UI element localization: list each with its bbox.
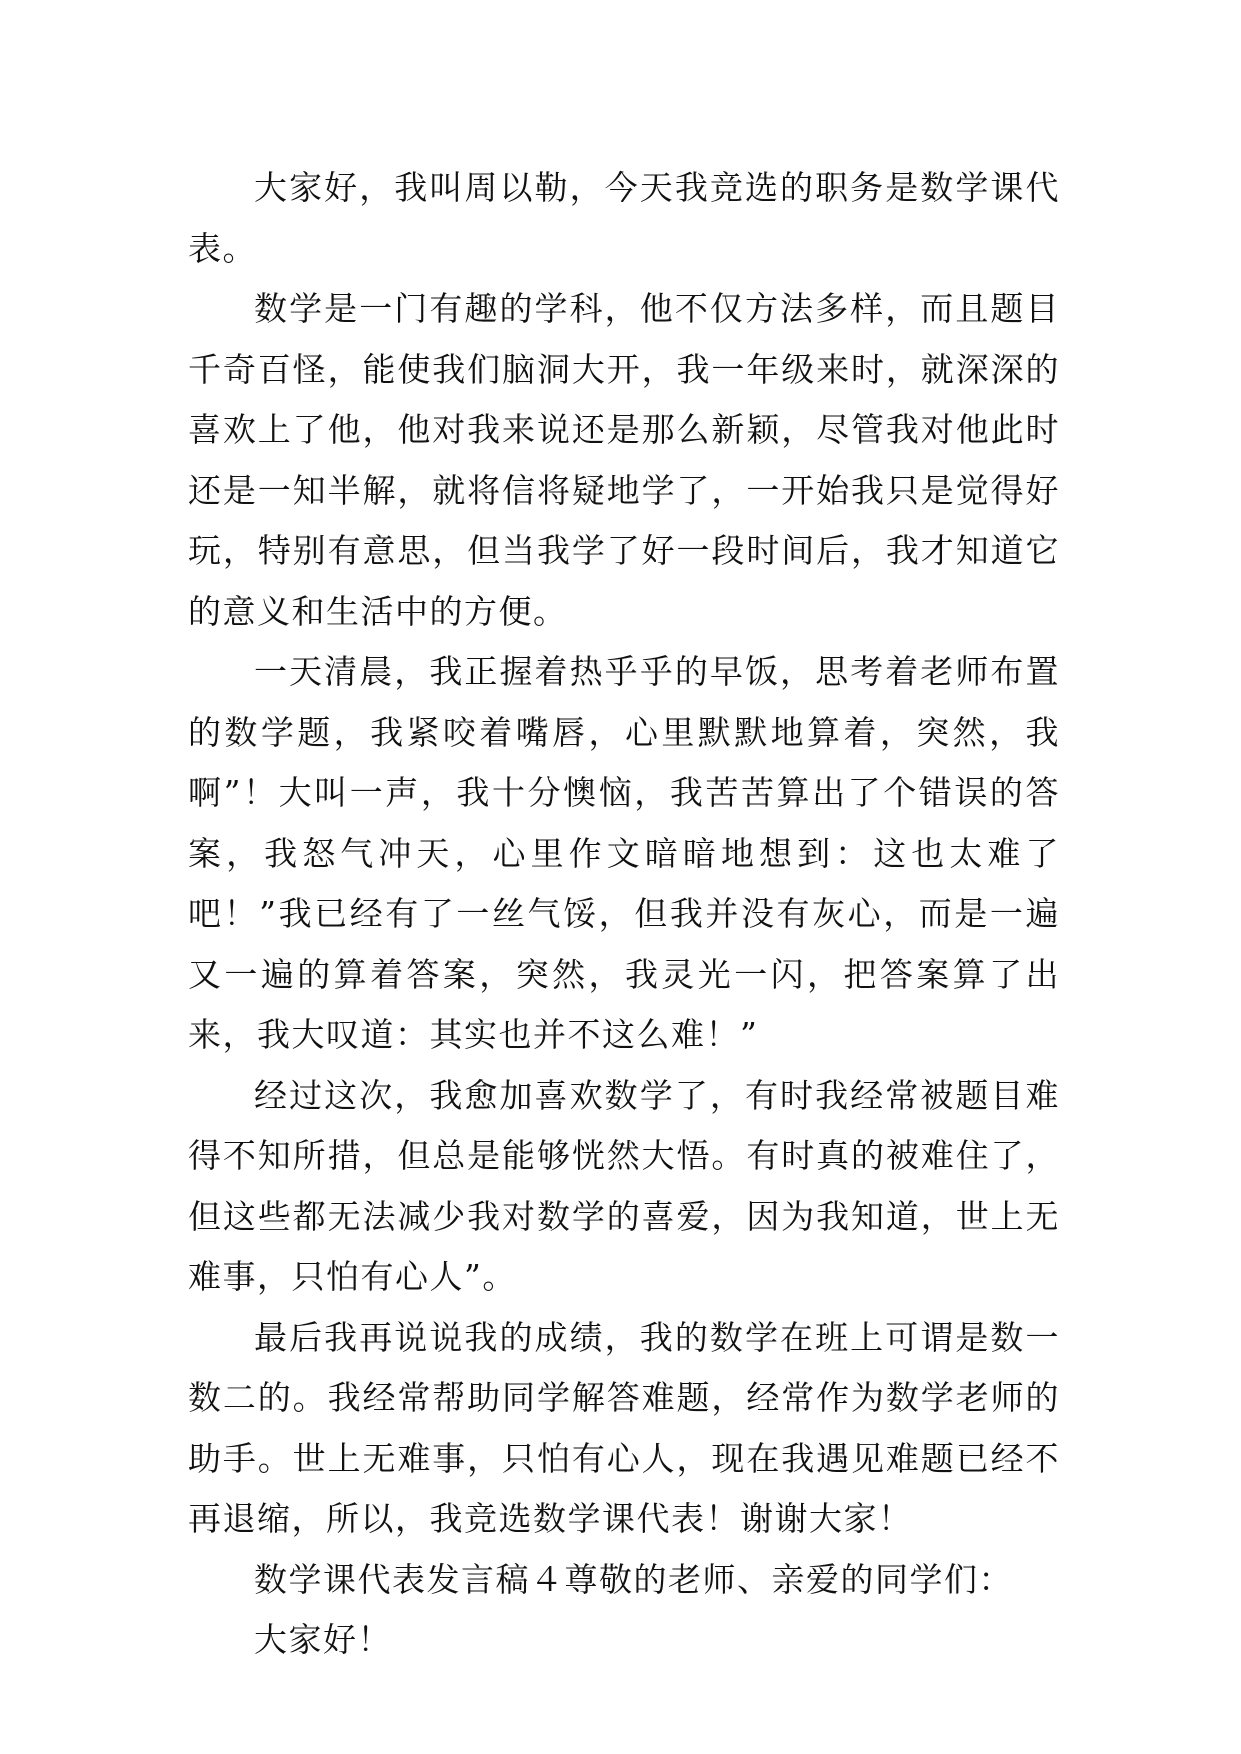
paragraph-greeting: 大家好，我叫周以勒，今天我竞选的职务是数学课代表。 — [188, 168, 1060, 268]
paragraph-grades: 最后我再说说我的成绩，我的数学在班上可谓是数一数二的。我经常帮助同学解答难题，经常作为数学老师的助手。世上无难事，只怕有心人，现在我遇见难题已经不再退缩，所以，我竞选数学课代表！谢谢大家！ — [188, 1317, 1060, 1538]
paragraph-hello: 大家好！ — [254, 1620, 392, 1659]
paragraph-speech-4-heading: 数学课代表发言稿４尊敬的老师、亲爱的同学们： — [254, 1559, 1013, 1599]
paragraph-morning-story: 一天清晨，我正握着热乎乎的早饭，思考着老师布置的数学题，我紧咬着嘴唇，心里默默地算着，突然，我啊”！大叫一声，我十分懊恼，我苦苦算出了个错误的答案，我怒气冲天，心里作文暗暗地想到：这也太难了吧！”我已经有了一丝气馁，但我并没有灰心，而是一遍又一遍的算着答案，突然，我灵光一闪，把答案算了出来，我大叹道：其实也并不这么难！” — [188, 652, 1060, 1054]
document-body — [188, 158, 1060, 1671]
paragraph-love-of-math: 经过这次，我愈加喜欢数学了，有时我经常被题目难得不知所措，但总是能够恍然大悟。有时真的被难住了，但这些都无法减少我对数学的喜爱，因为我知道，世上无难事，只怕有心人”。 — [188, 1075, 1060, 1296]
paragraph-math-interest: 数学是一门有趣的学科，他不仅方法多样，而且题目千奇百怪，能使我们脑洞大开，我一年级来时，就深深的喜欢上了他，他对我来说还是那么新颖，尽管我对他此时还是一知半解，就将信将疑地学了，一开始我只是觉得好玩，特别有意思，但当我学了好一段时间后，我才知道它的意义和生活中的方便。 — [188, 289, 1060, 631]
